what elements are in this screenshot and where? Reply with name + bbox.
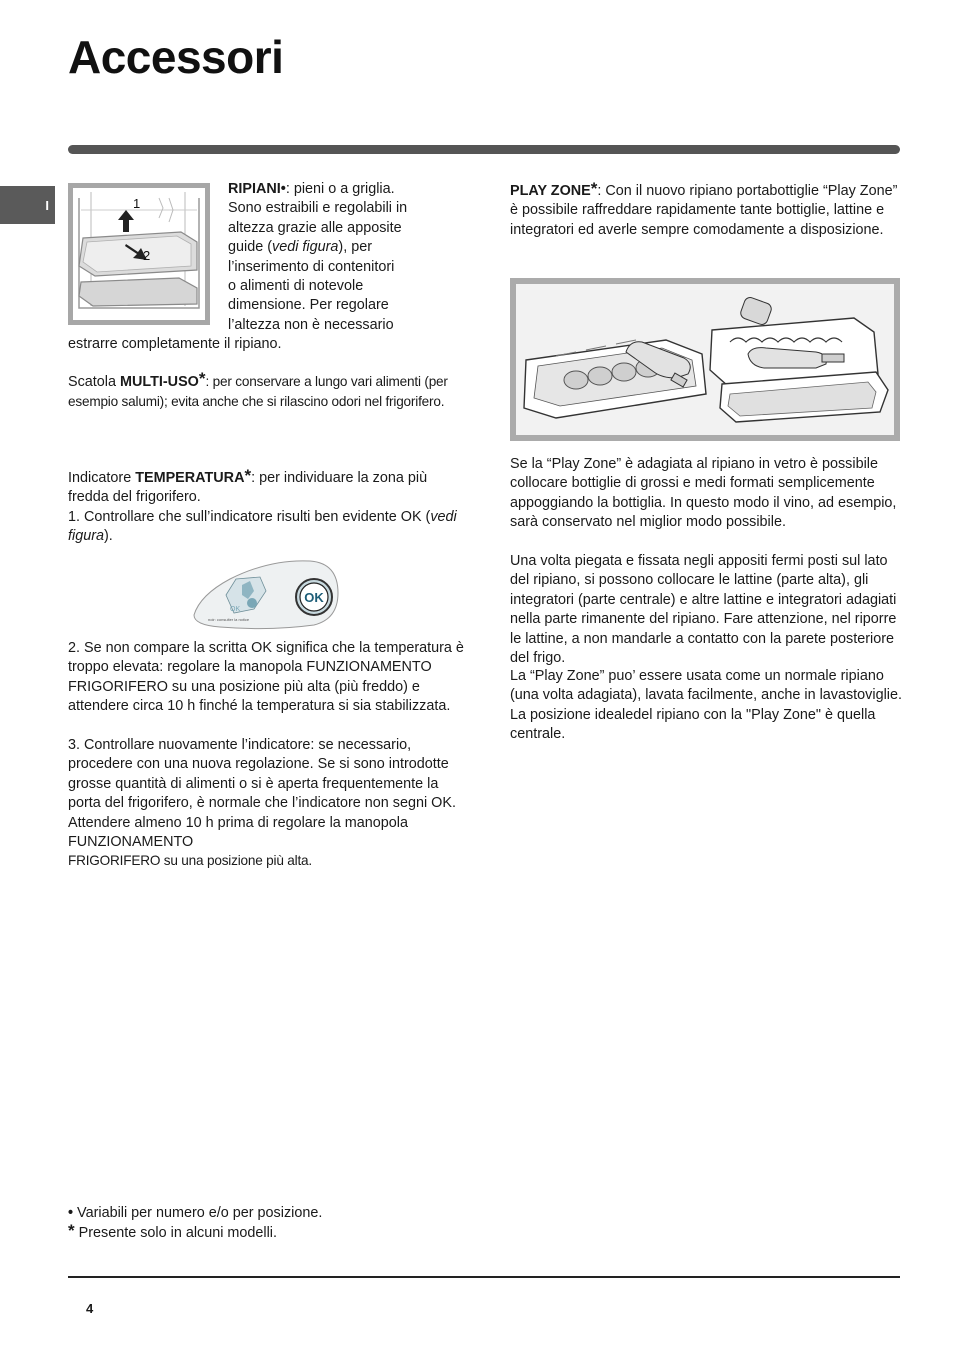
ripiani-line: l’inserimento di contenitori	[228, 258, 395, 275]
temperatura-step1-end: ).	[104, 528, 113, 545]
playzone-figure	[510, 278, 900, 441]
page-number: 4	[86, 1301, 94, 1316]
footer-rule	[68, 1276, 900, 1278]
ripiani-line: dimensione. Per regolare	[228, 297, 389, 314]
temperatura-prefix: Indicatore	[68, 470, 136, 486]
playzone-intro-text: : Con il nuovo ripiano portabottiglie “Play Zone” è possibile raffreddare rapidamente tante bottiglie, lattine e integratori ed averle sempre comodamente a disposizione.	[510, 183, 898, 238]
footnote-bullet-text: Variabili per numero e/o per posizione.	[73, 1205, 323, 1221]
ripiani-line: l’altezza non è necessario	[228, 316, 394, 333]
playzone-para1: Se la “Play Zone” è adagiata al ripiano in vetro è possibile collocare bottiglie di grossi e medi formati semplicemente appoggiando la bottiglia. In questo modo il vino, ad esempio, sarà conservato nel miglior modo possibile.	[510, 456, 897, 531]
ripiani-italic: vedi figura	[272, 239, 339, 256]
shelf-label-2: 2	[143, 248, 151, 263]
footnote-bullet	[68, 1204, 322, 1223]
indicator-ok-label: OK	[304, 590, 324, 605]
playzone-intro	[510, 179, 902, 240]
header-rule	[68, 145, 900, 154]
temperatura-block	[68, 466, 468, 547]
ripiani-line: ), per	[338, 239, 373, 256]
playzone-star: *	[590, 179, 598, 198]
footnote-star	[68, 1221, 278, 1243]
ripiani-line: guide (	[228, 239, 273, 256]
ripiani-line: o alimenti di notevole	[228, 278, 364, 295]
playzone-illustration	[516, 284, 894, 435]
ripiani-line: : pieni o a griglia.	[285, 181, 395, 197]
shelf-label-1: 1	[133, 196, 141, 211]
indicator-small-ok: OK	[230, 606, 241, 613]
footnote-bullet-mark: •	[68, 1205, 74, 1221]
ripiani-block	[228, 180, 468, 335]
temperatura-heading: TEMPERATURA	[135, 470, 245, 486]
temperatura-step3: 3. Controllare nuovamente l’indicatore: se necessario, procedere con una nuova regolazione. Se si sono introdotte grosse quantità di alimenti o si è aperta frequentemente la porta del frigorifero, è normale che l’indicatore non segni OK. Attendere almeno 10 h prima di regolare la manopola FUNZIONAMENTO	[68, 737, 456, 851]
indicator-caption: noir: consulter la notice	[208, 617, 250, 622]
temperatura-step1: 1. Controllare che sull’indicatore risulti ben evidente OK (	[68, 508, 431, 525]
multiuso-prefix: Scatola	[68, 374, 120, 390]
playzone-heading: PLAY ZONE	[510, 183, 591, 199]
temperatura-step3-end: FRIGORIFERO su una posizione più alta.	[68, 853, 312, 868]
ripiani-full-line: estrarre completamente il ripiano.	[68, 336, 282, 352]
ripiani-marker: •	[280, 181, 286, 197]
footnote-star-mark: *	[68, 1221, 75, 1240]
multiuso-star: *	[198, 369, 206, 388]
page-title: Accessori	[68, 31, 284, 83]
ripiani-line: altezza grazie alle apposite	[228, 219, 402, 236]
multiuso-heading: MULTI-USO	[120, 374, 199, 390]
multiuso-text: : per conservare a lungo vari alimenti (per esempio salumi); evita anche che si rilascino odori nel frigorifero.	[68, 374, 448, 410]
playzone-para2: Una volta piegata e fissata negli appositi fermi posti sul lato del ripiano, si possono collocare le lattine (parte alta), gli integratori (parte centrale) e altre lattine e integratori adagiati nella parte rimanente del ripiano. Fare attenzione, nel riporre le lattine, a non mandarle a contatto con la parete posteriore del frigo.	[510, 553, 897, 667]
language-tab: I	[0, 186, 55, 224]
temperatura-step1-italic: vedi figura	[68, 508, 457, 545]
ripiani-heading: RIPIANI	[228, 181, 281, 197]
multiuso-block	[68, 369, 468, 413]
temperatura-text: : per individuare la zona più fredda del frigorifero.	[68, 470, 428, 506]
footnote-star-text: Presente solo in alcuni modelli.	[74, 1225, 278, 1241]
playzone-para3: La “Play Zone” puo’ essere usata come un normale ripiano (una volta adagiata), lavata facilmente, anche in lavastoviglie. La posizione idealedel ripiano con la "Play Zone" è quella centrale.	[510, 668, 902, 743]
temperature-indicator	[190, 557, 340, 631]
temperatura-step2: 2. Se non compare la scritta OK significa che la temperatura è troppo elevata: regolare la manopola FUNZIONAMENTO FRIGORIFERO su una posizione più alta (più freddo) e attendere circa 10 h finché la temperatura si sia stabilizzata.	[68, 640, 464, 715]
shelf-figure	[68, 183, 210, 325]
ripiani-line: Sono estraibili e regolabili in	[228, 200, 408, 217]
shelf-illustration	[73, 188, 205, 320]
temperatura-star: *	[244, 466, 252, 485]
